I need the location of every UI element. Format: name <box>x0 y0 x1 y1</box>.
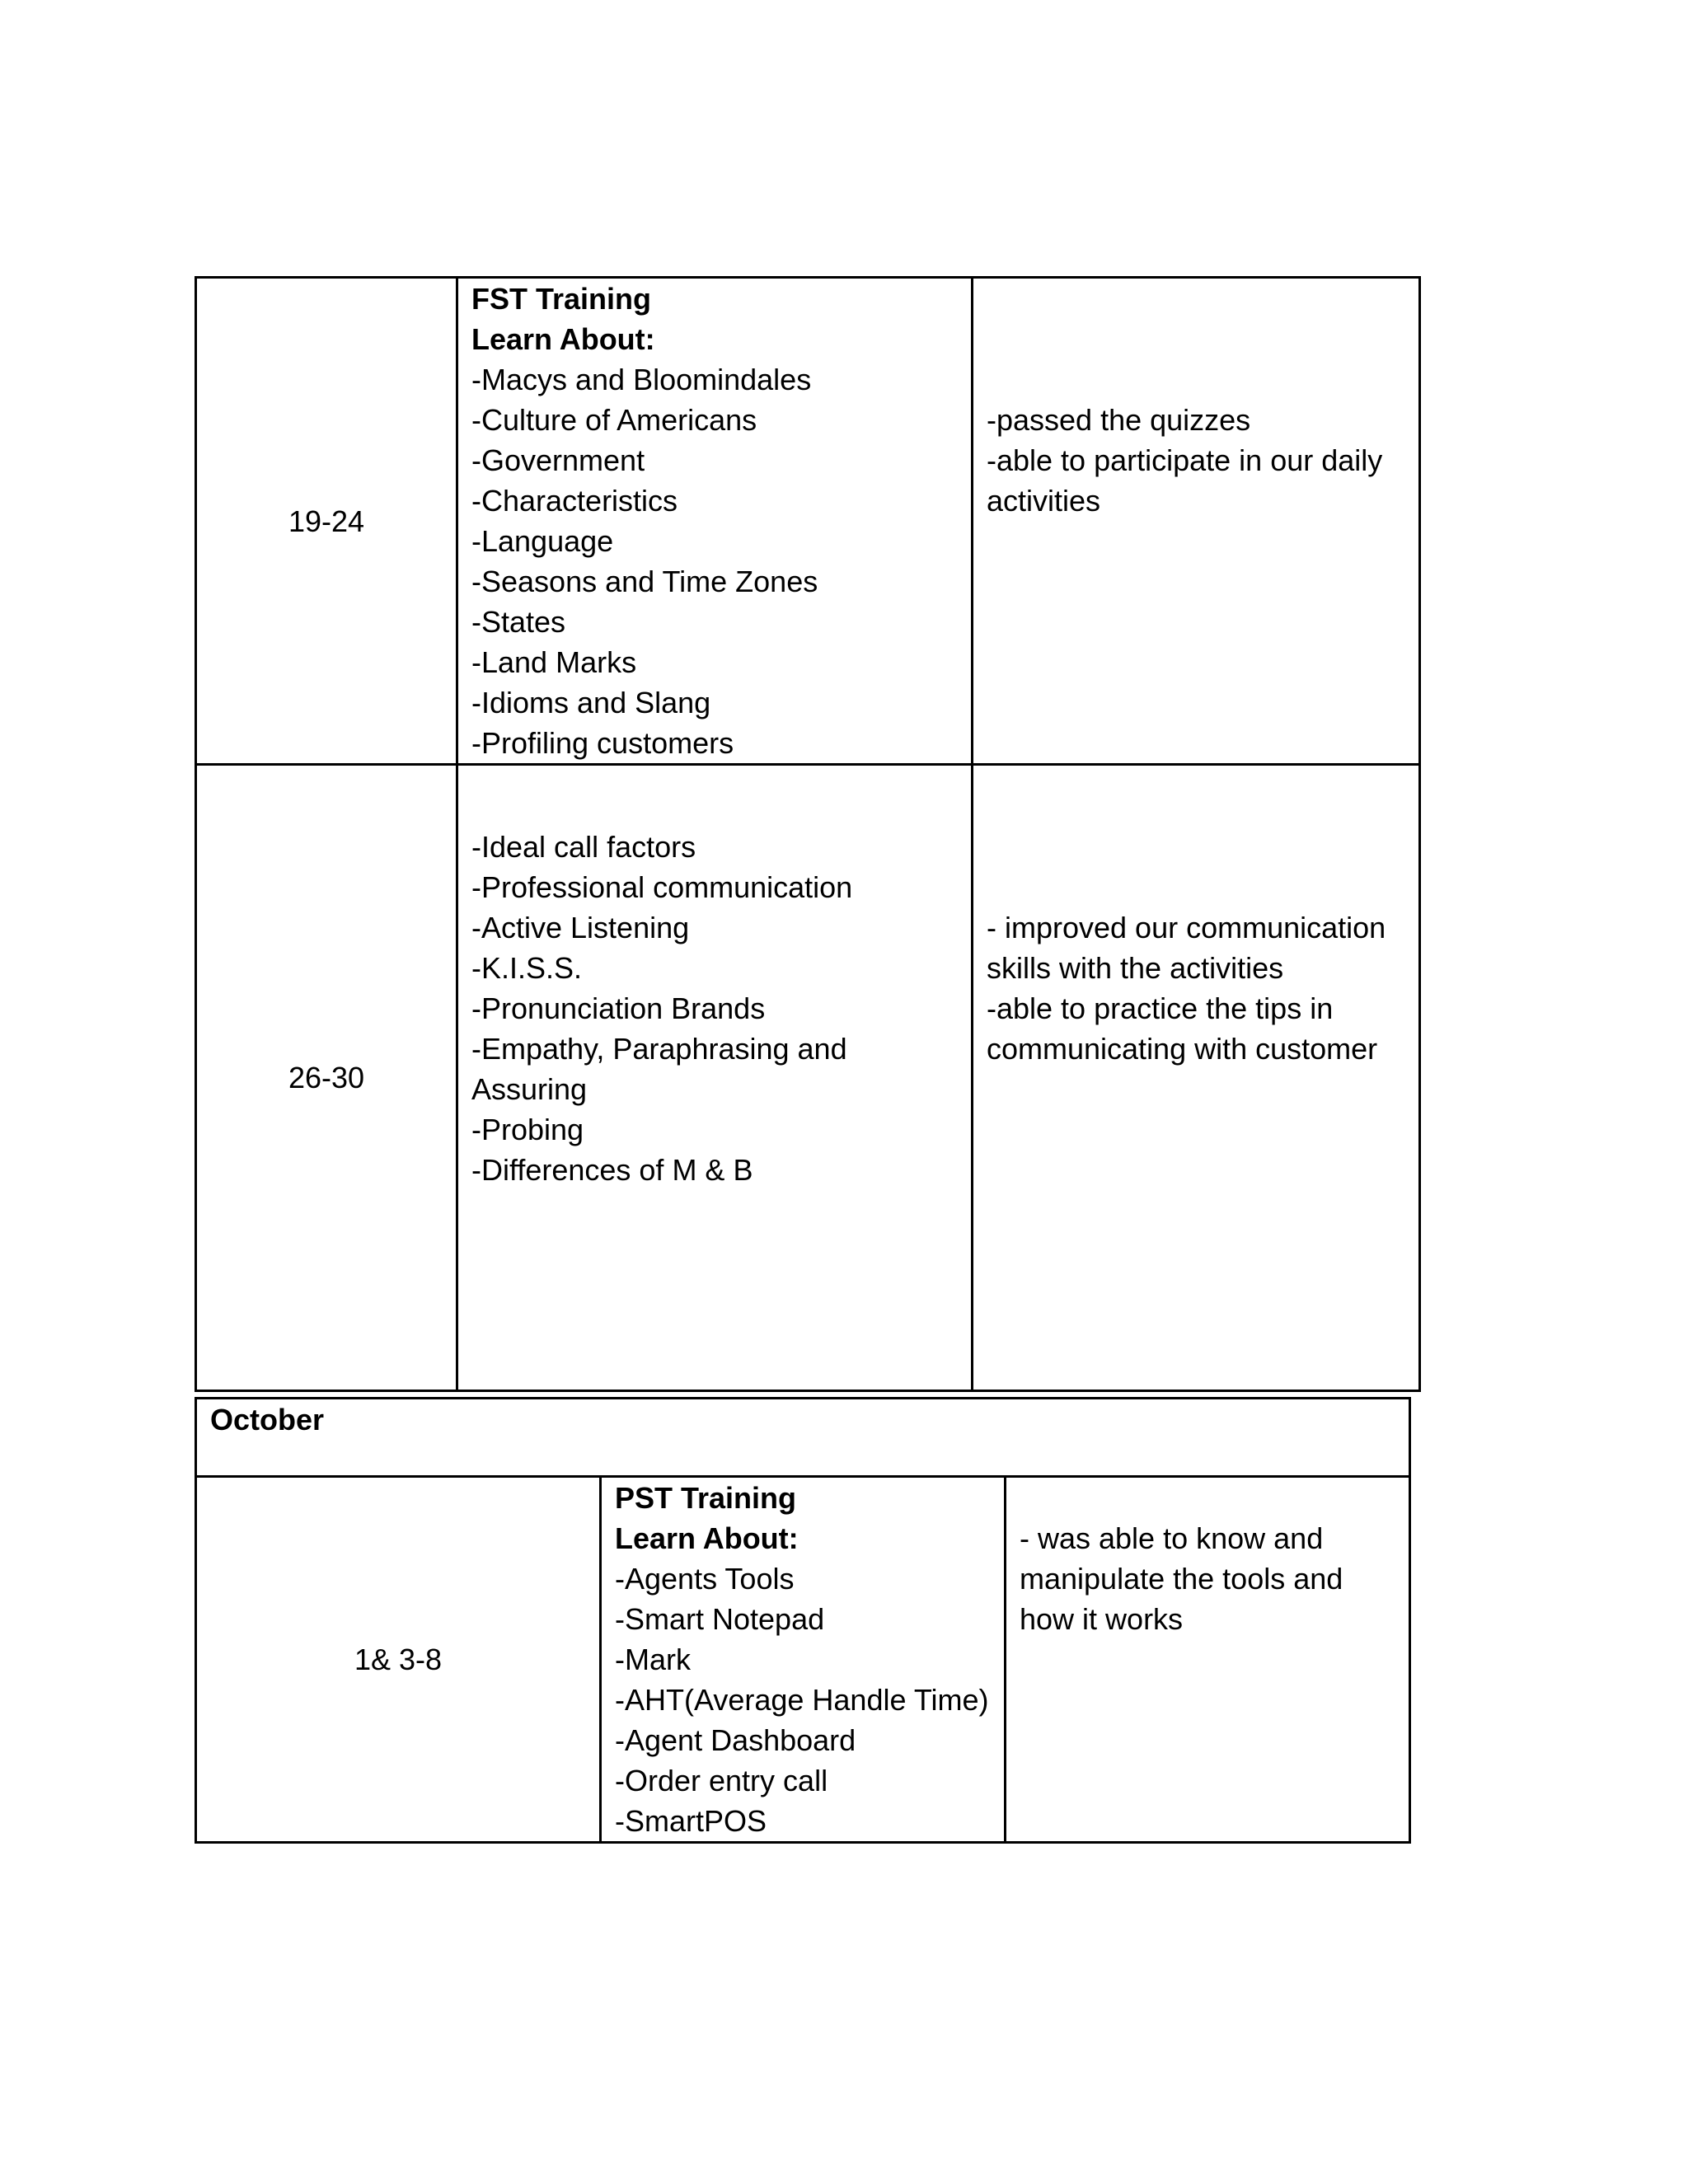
outcome-item: - was able to know and manipulate the tools and how it works <box>1020 1521 1352 1636</box>
topic-item: -Macys and Bloomindales <box>471 363 812 396</box>
topic-item: -Seasons and Time Zones <box>471 565 818 598</box>
training-log-table <box>195 276 1421 1392</box>
topic-item: -SmartPOS <box>615 1804 767 1838</box>
topic-item: -Differences of M & B <box>471 1153 753 1187</box>
topic-item: -Mark <box>615 1643 691 1676</box>
topic-item: -Agent Dashboard <box>615 1723 856 1757</box>
topic-item: -Land Marks <box>471 645 637 679</box>
topic-item: -Smart Notepad <box>615 1602 825 1636</box>
topic-item: -Order entry call <box>615 1764 828 1797</box>
topic-item: -Government <box>471 443 645 477</box>
table-row <box>196 278 1420 765</box>
training-log-table-october <box>195 1397 1411 1844</box>
outcome-item: -able to participate in our daily activities <box>987 443 1391 518</box>
date-cell <box>196 278 457 765</box>
topic-item: -Profiling customers <box>471 726 734 760</box>
topic-item: -Characteristics <box>471 484 678 518</box>
outcome-cell <box>973 278 1420 765</box>
topics-cell <box>457 278 973 765</box>
topic-item: -Empathy, Paraphrasing and Assuring <box>471 1032 854 1106</box>
month-label: October <box>210 1403 325 1436</box>
topic-item: -Pronunciation Brands <box>471 991 766 1025</box>
topic-item: -Language <box>471 524 614 558</box>
topic-item: -Professional communication <box>471 870 853 904</box>
topic-item: -Culture of Americans <box>471 403 757 437</box>
topic-item: -States <box>471 605 566 639</box>
topic-item: -K.I.S.S. <box>471 951 583 985</box>
date-cell <box>196 765 457 1391</box>
table-row <box>196 1477 1410 1843</box>
date-range: 26-30 <box>288 1061 365 1094</box>
training-heading: FST Training <box>471 282 652 316</box>
topic-item: -Agents Tools <box>615 1562 795 1596</box>
outcome-item: -passed the quizzes <box>987 403 1251 437</box>
training-heading: PST Training <box>615 1481 797 1515</box>
topic-item: -Probing <box>471 1113 584 1146</box>
learn-about-label: Learn About: <box>471 322 655 356</box>
topic-item: -Active Listening <box>471 911 690 944</box>
learn-about-label: Learn About: <box>615 1521 799 1555</box>
month-header <box>196 1399 1410 1477</box>
date-cell <box>196 1477 601 1843</box>
outcome-cell <box>1006 1477 1410 1843</box>
date-range: 19-24 <box>288 504 365 538</box>
outcome-item: -able to practice the tips in communicating with customer <box>987 991 1378 1066</box>
month-row <box>196 1399 1410 1477</box>
outcome-cell <box>973 765 1420 1391</box>
topic-item: -Ideal call factors <box>471 830 696 864</box>
topics-cell <box>601 1477 1006 1843</box>
table-row <box>196 765 1420 1391</box>
topics-cell <box>457 765 973 1391</box>
outcome-item: - improved our communication skills with the activities <box>987 911 1395 985</box>
topic-item: -AHT(Average Handle Time) <box>615 1683 989 1717</box>
date-range: 1& 3-8 <box>354 1643 443 1676</box>
topic-item: -Idioms and Slang <box>471 686 711 719</box>
